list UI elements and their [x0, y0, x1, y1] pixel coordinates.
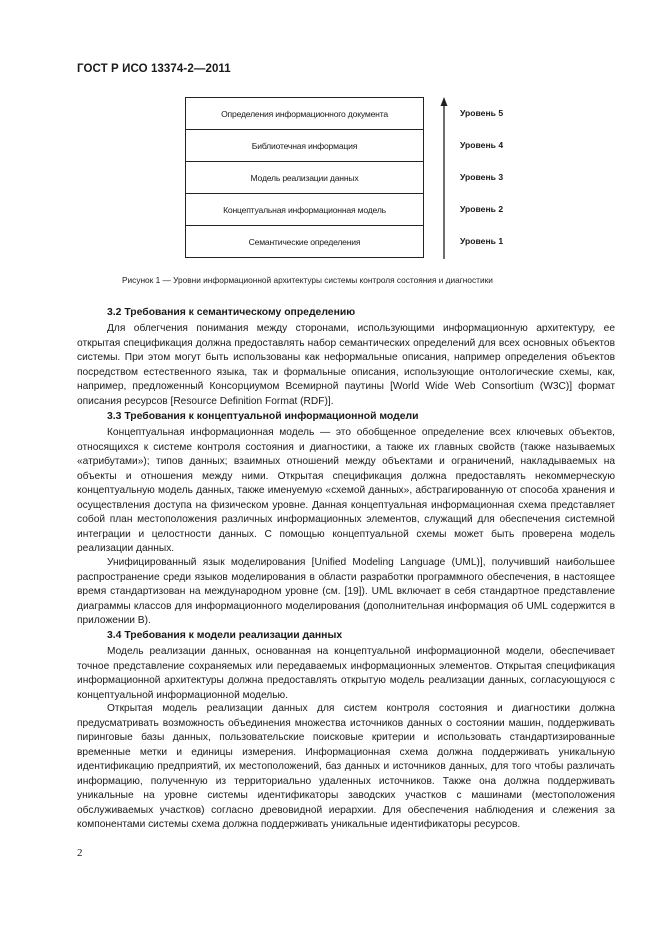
level-label-2: Уровень 2 — [460, 204, 504, 214]
level-label-5: Уровень 5 — [460, 108, 504, 118]
level-up-arrow-icon — [439, 97, 449, 259]
section-3-4-paragraph-2: Открытая модель реализации данных для систем контроля состояния и диагностики должна предусматривать возможность объединения множества источников данных о состоянии машин, поддерживать пиринговые базы данных, пользовательские поисковые критерии и использовать стандартизированные временные метки и единицы измерения. Информационная схема должна поддерживать уникальную идентификацию предприятий, их местоположений, баз данных и источников данных, для того чтобы различать информацию, полученную из территориально удаленных источников. Также она должна поддерживать уникальные на уровне системы идентификаторы заводских участков с машинами (местоположения обслуживаемых участков) согласно древовидной иерархии. Для обеспечения наблюдения и слежения за компонентами системы схема должна поддерживать уникальные идентификаторы ресурсов. — [77, 703, 615, 830]
level-label-3: Уровень 3 — [460, 172, 504, 182]
section-3-3-paragraph-2: Унифицированный язык моделирования [Unified Modeling Language (UML)], получивший наибольшее распространение среди языков моделирования в области разработки программного обеспечения, в настоящее время стандартизован на международном уровне (см. [19]). UML включает в себя стандартное представление диаграммы классов для информационного моделирования (дополнительная информация об UML содержится в приложении В). — [77, 557, 615, 626]
page-number: 2 — [77, 847, 83, 859]
document-header: ГОСТ Р ИСО 13374-2—2011 — [77, 63, 231, 75]
section-3-2-paragraph: Для облегчения понимания между сторонами, использующими информационную архитектуру, ее открытая спецификация должна предоставлять набор семантических определений для всех основных объектов системы. При этом могут быть использованы как неформальные описания, например определения объектов посредством естественного языка, так и формальные описания, использующие онтологические схемы, как, например, предложенный Консорциумом Всемирной паутины [World Wide Web Consortium (W3C)] формат описания ресурсов [Resource Definition Format (RDF)]. — [77, 323, 615, 407]
level-box-1: Семантические определения — [248, 237, 361, 248]
figure-caption: Рисунок 1 — Уровни информационной архитектуры системы контроля состояния и диагностики — [122, 275, 493, 285]
section-3-4-title: 3.4 Требования к модели реализации данных — [107, 630, 343, 641]
section-3-3-paragraph-1: Концептуальная информационная модель — это обобщенное определение всех ключевых объектов, относящихся к системе контроля состояния и диагностики, а также их главных свойств (также называемых «атрибутами»); типов данных; взаимных отношений между объектами и ограничений, накладываемых на объекты и отношения между ними. Открытая спецификация должна предоставлять некоммерческую концептуальную модель данных, также именуемую «схемой данных», абстрагированную от способа хранения и осуществления доступа на физическом уровне. Данная концептуальная информационная схема представляет собой план местоположения различных информационных элементов, служащий для обеспечения системной интеграции и целостности данных. С помощью концептуальной схемы может быть проверена модель реализации данных. — [77, 427, 615, 554]
architecture-levels-diagram — [185, 97, 424, 258]
level-label-4: Уровень 4 — [460, 140, 504, 150]
section-3-2-title: 3.2 Требования к семантическому определению — [107, 307, 356, 318]
level-box-5: Определения информационного документа — [186, 98, 423, 130]
level-box-4: Библиотечная информация — [186, 130, 423, 162]
section-3-4-paragraph-1: Модель реализации данных, основанная на концептуальной информационной модели, обеспечивает точное представление сохраняемых или передаваемых информационных элементов. Открытая спецификация информационной архитектуры должна предоставлять открытую модель реализации данных, согласующуюся с концептуальной информационной моделью. — [77, 646, 615, 701]
level-label-1: Уровень 1 — [460, 236, 504, 246]
level-box-2: Концептуальная информационная модель — [186, 194, 423, 226]
level-box-3: Модель реализации данных — [186, 162, 423, 194]
section-3-3-title: 3.3 Требования к концептуальной информационной модели — [107, 411, 419, 422]
